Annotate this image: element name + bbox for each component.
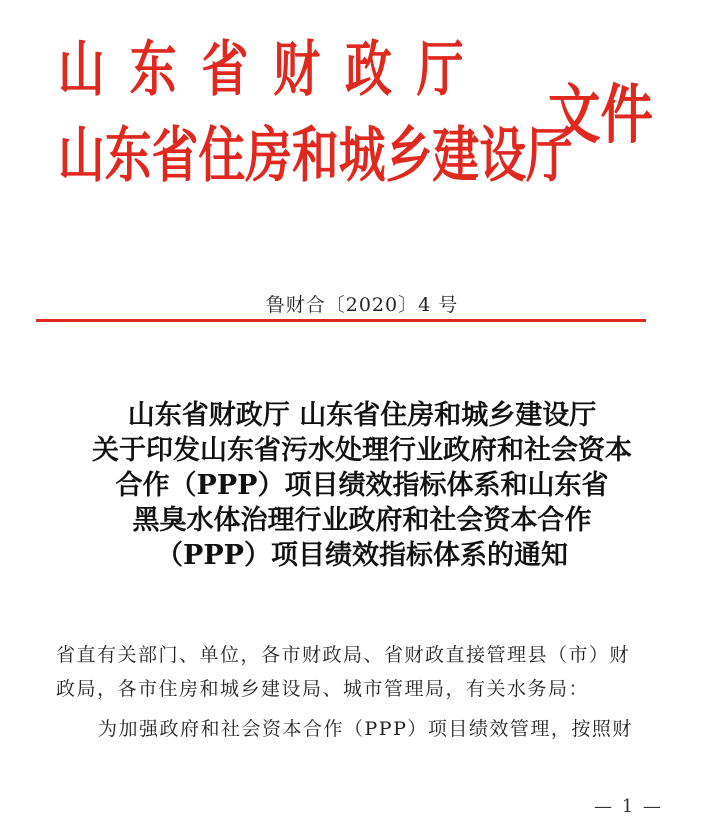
page-number: — 1 — [594, 796, 663, 817]
document-title [0, 398, 724, 573]
title-line: 关于印发山东省污水处理行业政府和社会资本 [92, 435, 632, 466]
issuer-finance-dept: 山东省财政厅 [58, 35, 489, 105]
issuer-housing-dept: 山东省住房和城乡建设厅 [58, 121, 573, 191]
recipients-line: 政局，各市住房和城乡建设局、城市管理局，有关水务局： [56, 678, 590, 700]
recipients [56, 638, 676, 706]
title-line: （PPP）项目绩效指标体系的通知 [156, 540, 568, 571]
recipients-line: 省直有关部门、单位，各市财政局、省财政直接管理县（市）财 [56, 644, 631, 666]
title-line: 合作（PPP）项目绩效指标体系和山东省 [115, 470, 609, 501]
doc-type-label: 文件 [548, 78, 653, 153]
title-line: 山东省财政厅 山东省住房和城乡建设厅 [127, 400, 597, 431]
red-divider [36, 319, 646, 322]
title-line: 黑臭水体治理行业政府和社会资本合作 [132, 505, 592, 536]
body-paragraph: 为加强政府和社会资本合作（PPP）项目绩效管理，按照财 [98, 718, 633, 740]
document-number: 鲁财合〔2020〕4 号 [265, 294, 459, 316]
